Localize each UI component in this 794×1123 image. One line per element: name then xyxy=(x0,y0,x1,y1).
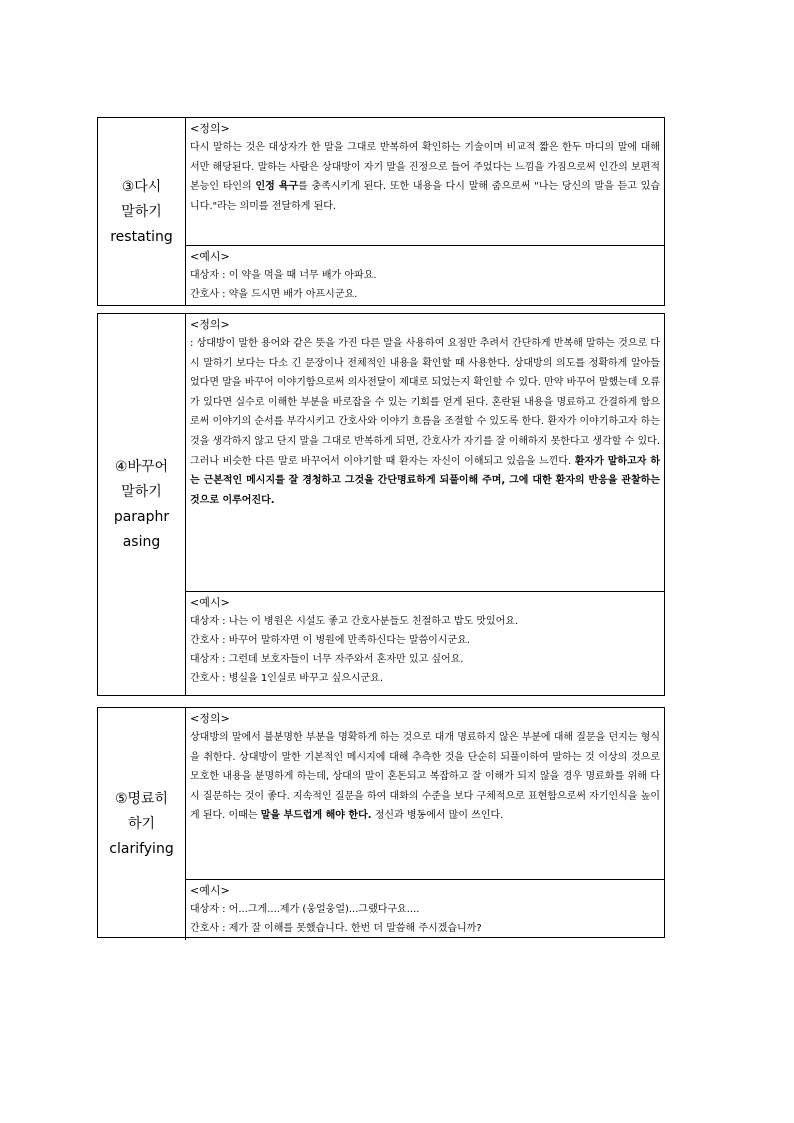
example-line: 간호사 : 바꾸어 말하자면 이 병원에 만족하신다는 말씀이시군요. xyxy=(190,635,470,646)
example-header: <예시> xyxy=(190,884,230,897)
technique-table-clarifying xyxy=(97,707,665,938)
example-line: 대상자 : 나는 이 병원은 시설도 좋고 간호사분들도 친절하고 밥도 맛있어요. xyxy=(190,616,519,627)
technique-table-restating xyxy=(97,117,665,306)
example-line: 간호사 : 약을 드시면 배가 아프시군요. xyxy=(190,289,358,300)
example-line: 대상자 : 그런데 보호자들이 너무 자주와서 혼자만 있고 싶어요. xyxy=(190,654,464,665)
definition-text xyxy=(190,334,660,510)
definition-emphasis: 환자가 말하고자 하는 근본적인 메시지를 잘 경청하고 그것을 간단명료하게 되풀이해 주며, 그에 대한 환자의 반응을 관찰하는 것으로 이루어진다. xyxy=(190,455,660,506)
definition-text-part: 상대방의 말에서 불분명한 부분을 명확하게 하는 것으로 대개 명료하지 않은 부분에 대해 질문을 던지는 형식을 취한다. 상대방이 말한 기본적인 메시지에 대해 추측한 것을 단순히 되풀이하여 말하는 것 이상의 것으로 모호한 내용을 분명하게 하는데, 상대의 말이 혼돈되고 복잡하고 잘 이해가 되지 않을 경우 명료화를 위해 다시 질문하는 것이 좋다. 지속적인 질문을 하여 대화의 수준을 보다 구체적으로 표현함으로써 자기인식을 높이게 된다. 이때는 xyxy=(190,732,660,822)
definition-section xyxy=(186,314,664,591)
example-section xyxy=(186,245,664,306)
example-section xyxy=(186,591,664,695)
example-header: <예시> xyxy=(190,596,230,609)
definition-text-part: 를 충족시키게 된다. 또한 내용을 다시 말해 줌으로써 "나는 당신의 말을 듣고 있습니다."라는 의미를 전달하게 된다. xyxy=(190,181,660,212)
technique-content xyxy=(186,708,664,940)
definition-emphasis: 말을 부드럽게 해야 한다. xyxy=(260,810,372,822)
technique-label: ⑤명료히 하기 clarifying xyxy=(98,708,186,940)
definition-text xyxy=(190,728,660,826)
technique-content xyxy=(186,314,664,695)
example-line: 간호사 : 병실을 1인실로 바꾸고 싶으시군요. xyxy=(190,673,384,684)
definition-text-part: 다시 말하는 것은 대상자가 한 말을 그대로 반복하여 확인하는 기술이며 비교적 짧은 한두 마디의 말에 대해서만 해당된다. 말하는 사람은 상대방이 자기 말을 진정으로 들어 주었다는 느낌을 가짐으로써 인간의 보편적 본능인 타인의 xyxy=(190,142,660,193)
definition-emphasis: 인정 욕구 xyxy=(255,181,299,193)
technique-label: ④바꾸어 말하기 paraphr asing xyxy=(98,314,186,695)
example-header: <예시> xyxy=(190,250,230,263)
example-line: 간호사 : 제가 잘 이해를 못했습니다. 한번 더 말씀해 주시겠습니까? xyxy=(190,923,482,934)
example-line: 대상자 : 이 약을 먹을 때 너무 배가 아파요. xyxy=(190,270,377,281)
definition-header: <정의> xyxy=(190,122,230,135)
definition-text-part: : 상대방이 말한 용어와 같은 뜻을 가진 다른 말을 사용하여 요점만 추려서 간단하게 반복해 말하는 것으로 다시 말하기 보다는 다소 긴 문장이나 전체적인 내용을 확인할 때 사용한다. 상대방의 의도를 정확하게 알아들었다면 말을 바꾸어 이야기함으로써 의사전달이 제대로 되었는지 확인할 수 있다. 만약 바꾸어 말했는데 오류가 있다면 실수로 이해한 부분을 바로잡을 수 있는 기회를 얻게 된다. 혼란된 내용을 명료하고 간결하게 함으로써 이야기의 순서를 부각시키고 간호사와 이야기 흐름을 조절할 수 있도록 한다. 환자가 이야기하고자 하는 것을 생각하지 않고 단지 말을 그대로 반복하게 되면, 간호사가 자기를 잘 이해하지 못한다고 생각할 수 있다. 그러나 비슷한 다른 말로 바꾸어서 이야기할 때 환자는 자신이 이해되고 있음을 느낀다. xyxy=(190,338,660,467)
definition-header: <정의> xyxy=(190,318,230,331)
definition-text xyxy=(190,138,660,216)
definition-section xyxy=(186,708,664,879)
example-section xyxy=(186,879,664,940)
technique-label: ③다시 말하기 restating xyxy=(98,118,186,306)
technique-table-paraphrasing xyxy=(97,313,665,696)
definition-section xyxy=(186,118,664,245)
technique-content xyxy=(186,118,664,306)
definition-text-part: 정신과 병동에서 많이 쓰인다. xyxy=(371,810,504,822)
example-line: 대상자 : 어...그게....제가 (웅얼웅얼)...그랬다구요.... xyxy=(190,904,420,915)
definition-header: <정의> xyxy=(190,712,230,725)
